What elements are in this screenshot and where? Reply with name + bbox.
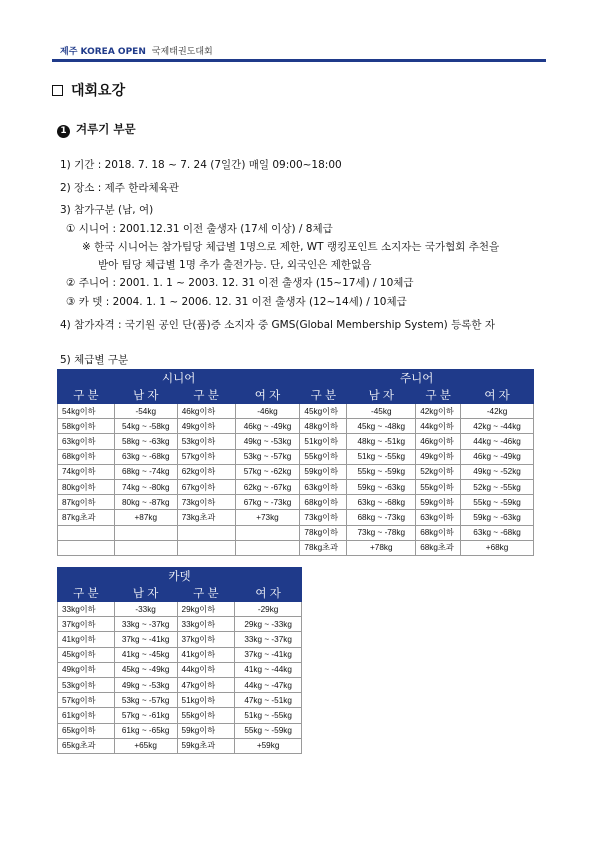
table-cell: 74kg이하 <box>58 464 115 479</box>
table-cell: 73kg ~ -78kg <box>347 525 416 540</box>
table-body <box>58 602 302 754</box>
table-cell: 55kg ~ -59kg <box>235 723 302 738</box>
table-cell: 59kg ~ -63kg <box>461 510 534 525</box>
table-cell: 80kg이하 <box>58 479 115 494</box>
table-cell: 59kg이하 <box>416 495 461 510</box>
col-header: 구 분 <box>177 387 235 404</box>
table-cell: 46kg이하 <box>177 404 235 419</box>
table-cell: 61kg ~ -65kg <box>114 723 177 738</box>
table-cell: 49kg ~ -53kg <box>114 677 177 692</box>
table-cell: 37kg ~ -41kg <box>114 632 177 647</box>
table-cell <box>58 540 115 555</box>
col-header: 여 자 <box>235 585 302 602</box>
subsection-title-text: 겨루기 부문 <box>76 122 136 136</box>
table-cell: 52kg ~ -55kg <box>461 479 534 494</box>
table-cell: 63kg ~ -68kg <box>461 525 534 540</box>
table-cell <box>235 540 300 555</box>
col-header: 남 자 <box>114 387 177 404</box>
table-cell: +59kg <box>235 738 302 753</box>
table-cell: 67kg이하 <box>177 479 235 494</box>
table-cell: 63kg ~ -68kg <box>347 495 416 510</box>
table-cell: 57kg이하 <box>177 449 235 464</box>
table-cell: -46kg <box>235 404 300 419</box>
table-cell: +65kg <box>114 738 177 753</box>
table-row <box>58 419 534 434</box>
table-cell: 49kg이하 <box>177 419 235 434</box>
table-cell: 48kg이하 <box>300 419 347 434</box>
table-cell: 44kg ~ -47kg <box>235 677 302 692</box>
table-cell: 53kg ~ -57kg <box>114 693 177 708</box>
table-cell: 29kg ~ -33kg <box>235 617 302 632</box>
table-cell: 53kg ~ -57kg <box>235 449 300 464</box>
table-cell: 73kg이하 <box>300 510 347 525</box>
section-title <box>52 80 125 100</box>
col-header: 구 분 <box>300 387 347 404</box>
table-cell: -33kg <box>114 602 177 617</box>
table-cell: 33kg이하 <box>58 602 115 617</box>
table-cell: 58kg이하 <box>58 419 115 434</box>
table-cell: 44kg ~ -46kg <box>461 434 534 449</box>
table-cell: 59kg초과 <box>177 738 235 753</box>
table-cell: 44kg이하 <box>416 419 461 434</box>
header-brand: 제주 KOREA OPEN <box>60 47 146 57</box>
table-cell: 68kg이하 <box>300 495 347 510</box>
table-row <box>58 617 302 632</box>
table-group-header-row <box>58 568 302 585</box>
table-row <box>58 464 534 479</box>
table-row <box>58 540 534 555</box>
table-cell: 55kg이하 <box>300 449 347 464</box>
table-cell: 51kg이하 <box>300 434 347 449</box>
table-row <box>58 404 534 419</box>
table-row <box>58 495 534 510</box>
table-cell: 68kg ~ -74kg <box>114 464 177 479</box>
table-cell: 65kg이하 <box>58 723 115 738</box>
table-cell: 51kg ~ -55kg <box>347 449 416 464</box>
table-cell: 78kg이하 <box>300 525 347 540</box>
table-cell: 45kg ~ -48kg <box>347 419 416 434</box>
table-cell: 46kg ~ -49kg <box>235 419 300 434</box>
item-qualification: 4) 참가자격 : 국기원 공인 단(품)증 소지자 중 GMS(Global Membership System) 등록한 자 <box>60 319 496 331</box>
table-cell <box>114 540 177 555</box>
table-cell: 49kg ~ -52kg <box>461 464 534 479</box>
col-header: 구 분 <box>58 585 115 602</box>
table-cell: 68kg ~ -73kg <box>347 510 416 525</box>
table-cell: 59kg이하 <box>177 723 235 738</box>
table-cell: 33kg ~ -37kg <box>114 617 177 632</box>
table-cell: 41kg이하 <box>177 647 235 662</box>
table-cell: 37kg이하 <box>177 632 235 647</box>
table-cell: 47kg이하 <box>177 677 235 692</box>
table-group-header-row <box>58 370 534 387</box>
weight-table-senior-junior <box>57 369 534 556</box>
table-cell: 63kg이하 <box>58 434 115 449</box>
col-header: 남 자 <box>347 387 416 404</box>
table-cell: 59kg이하 <box>300 464 347 479</box>
table-cell: 65kg초과 <box>58 738 115 753</box>
table-row <box>58 479 534 494</box>
col-header: 여 자 <box>235 387 300 404</box>
table-cell: 41kg ~ -45kg <box>114 647 177 662</box>
table-row <box>58 602 302 617</box>
col-header: 여 자 <box>461 387 534 404</box>
table-cell: 73kg이하 <box>177 495 235 510</box>
table-cell: 87kg이하 <box>58 495 115 510</box>
table-cell <box>177 540 235 555</box>
group-cadet: 카뎃 <box>58 568 302 585</box>
table-row <box>58 693 302 708</box>
table-cell: -54kg <box>114 404 177 419</box>
table-cell: 37kg이하 <box>58 617 115 632</box>
header-divider <box>52 59 546 62</box>
table-cell <box>177 525 235 540</box>
table-cell: 55kg이하 <box>177 708 235 723</box>
item-senior: ① 시니어 : 2001.12.31 이전 출생자 (17세 이상) / 8체급 <box>66 223 333 235</box>
table-cell: +73kg <box>235 510 300 525</box>
table-body <box>58 404 534 556</box>
table-cell <box>114 525 177 540</box>
table-cell: 44kg이하 <box>177 662 235 677</box>
subsection-title <box>57 121 136 138</box>
table-cell: 33kg이하 <box>177 617 235 632</box>
table-row <box>58 662 302 677</box>
table-cell: 47kg ~ -51kg <box>235 693 302 708</box>
table-header-row <box>58 387 534 404</box>
table-cell: 63kg ~ -68kg <box>114 449 177 464</box>
table-cell: 63kg이하 <box>300 479 347 494</box>
table-row <box>58 632 302 647</box>
col-header: 구 분 <box>416 387 461 404</box>
col-header: 남 자 <box>114 585 177 602</box>
weight-table-cadet <box>57 567 302 754</box>
table-cell: +87kg <box>114 510 177 525</box>
table-cell: 49kg이하 <box>58 662 115 677</box>
number-circle-icon: 1 <box>57 125 70 138</box>
table-cell: 41kg이하 <box>58 632 115 647</box>
table-cell: 55kg ~ -59kg <box>347 464 416 479</box>
item-period: 1) 기간 : 2018. 7. 18 ~ 7. 24 (7일간) 매일 09:00~18:00 <box>60 159 342 171</box>
table-cell: 54kg ~ -58kg <box>114 419 177 434</box>
table-cell: 45kg이하 <box>300 404 347 419</box>
table-cell: 58kg ~ -63kg <box>114 434 177 449</box>
table-cell <box>58 525 115 540</box>
table-cell: 49kg ~ -53kg <box>235 434 300 449</box>
table-cell: 62kg ~ -67kg <box>235 479 300 494</box>
table-cell: 53kg이하 <box>58 677 115 692</box>
table-cell: 73kg초과 <box>177 510 235 525</box>
table-row <box>58 708 302 723</box>
table-cell: 41kg ~ -44kg <box>235 662 302 677</box>
table-cell: 67kg ~ -73kg <box>235 495 300 510</box>
table-cell: -45kg <box>347 404 416 419</box>
item-venue: 2) 장소 : 제주 한라체육관 <box>60 182 179 194</box>
table-row <box>58 449 534 464</box>
table-cell: 45kg ~ -49kg <box>114 662 177 677</box>
table-cell: 51kg ~ -55kg <box>235 708 302 723</box>
table-cell: 55kg이하 <box>416 479 461 494</box>
table-cell: 51kg이하 <box>177 693 235 708</box>
group-junior: 주니어 <box>300 370 534 387</box>
header-subtitle: 국제태권도대회 <box>151 47 213 57</box>
group-senior: 시니어 <box>58 370 300 387</box>
table-cell: 74kg ~ -80kg <box>114 479 177 494</box>
table-row <box>58 525 534 540</box>
item-cadet: ③ 카 뎃 : 2004. 1. 1 ~ 2006. 12. 31 이전 출생자 (12~14세) / 10체급 <box>66 296 407 308</box>
table-cell: 46kg이하 <box>416 434 461 449</box>
table-cell: 45kg이하 <box>58 647 115 662</box>
table-cell: 61kg이하 <box>58 708 115 723</box>
table-cell: +78kg <box>347 540 416 555</box>
table-cell: 59kg ~ -63kg <box>347 479 416 494</box>
table-cell: -29kg <box>235 602 302 617</box>
table-cell: 37kg ~ -41kg <box>235 647 302 662</box>
table-cell <box>235 525 300 540</box>
table-cell: 68kg초과 <box>416 540 461 555</box>
col-header: 구 분 <box>177 585 235 602</box>
item-note-2: 받아 팀당 체급별 1명 추가 출전가능. 단, 외국인은 제한없음 <box>98 259 372 271</box>
section-title-text: 대회요강 <box>71 83 126 99</box>
item-note-1: ※ 한국 시니어는 참가팀당 체급별 1명으로 제한, WT 랭킹포인트 소지자는 국가협회 추천을 <box>82 241 500 253</box>
table-cell: 57kg ~ -62kg <box>235 464 300 479</box>
table-cell: 63kg이하 <box>416 510 461 525</box>
table-row <box>58 738 302 753</box>
table-row <box>58 647 302 662</box>
table-cell: 46kg ~ -49kg <box>461 449 534 464</box>
table-cell: 57kg이하 <box>58 693 115 708</box>
table-row <box>58 510 534 525</box>
table-cell: 78kg초과 <box>300 540 347 555</box>
table-cell: 68kg이하 <box>416 525 461 540</box>
page-header <box>60 44 213 57</box>
table-cell: 80kg ~ -87kg <box>114 495 177 510</box>
checkbox-square-icon <box>52 85 63 96</box>
table-cell: 42kg ~ -44kg <box>461 419 534 434</box>
table-cell: -42kg <box>461 404 534 419</box>
table-cell: 53kg이하 <box>177 434 235 449</box>
table-header-row <box>58 585 302 602</box>
table-cell: 33kg ~ -37kg <box>235 632 302 647</box>
table-cell: 68kg이하 <box>58 449 115 464</box>
table-cell: 87kg초과 <box>58 510 115 525</box>
item-categories: 3) 참가구분 (남, 여) <box>60 204 154 216</box>
table-cell: 54kg이하 <box>58 404 115 419</box>
table-cell: 57kg ~ -61kg <box>114 708 177 723</box>
table-cell: 55kg ~ -59kg <box>461 495 534 510</box>
item-junior: ② 주니어 : 2001. 1. 1 ~ 2003. 12. 31 이전 출생자 (15~17세) / 10체급 <box>66 277 414 289</box>
table-cell: 29kg이하 <box>177 602 235 617</box>
table-cell: 48kg ~ -51kg <box>347 434 416 449</box>
table-cell: 62kg이하 <box>177 464 235 479</box>
table-row <box>58 677 302 692</box>
table-cell: 42kg이하 <box>416 404 461 419</box>
table-cell: +68kg <box>461 540 534 555</box>
col-header: 구 분 <box>58 387 115 404</box>
table-cell: 49kg이하 <box>416 449 461 464</box>
table-title: 5) 체급별 구분 <box>60 354 129 366</box>
table-cell: 52kg이하 <box>416 464 461 479</box>
table-row <box>58 434 534 449</box>
table-row <box>58 723 302 738</box>
